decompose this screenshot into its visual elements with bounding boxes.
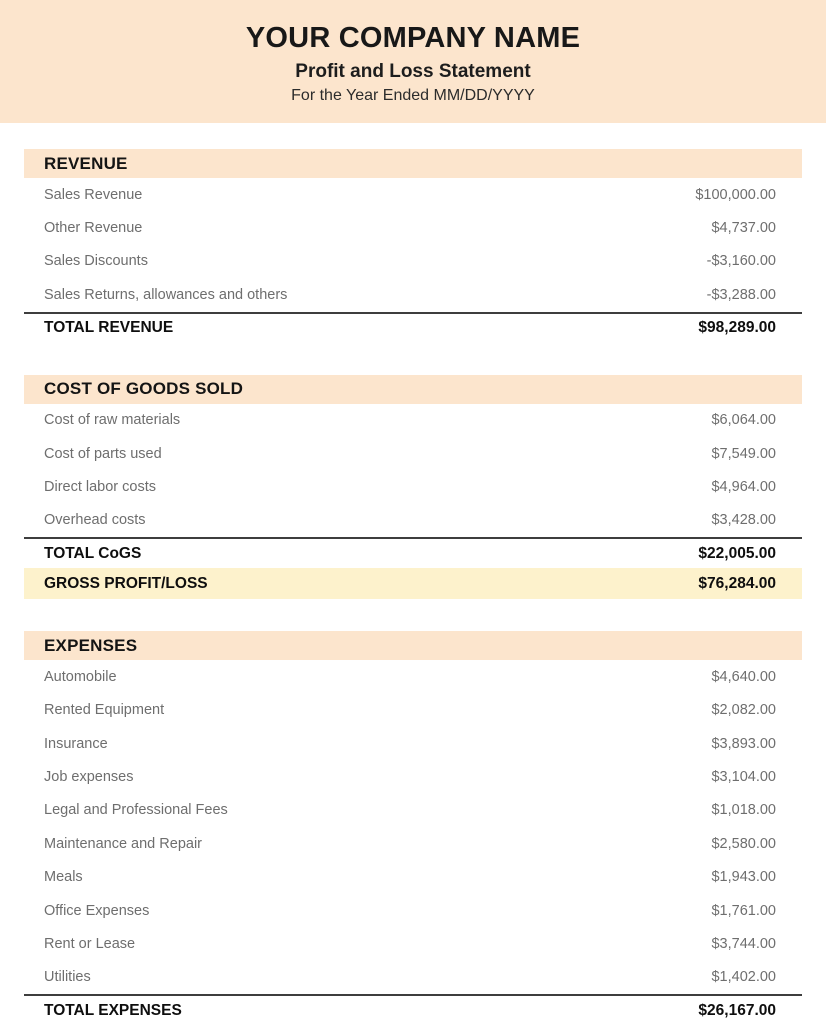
row-amount: $2,580.00 (711, 835, 776, 852)
table-row (24, 827, 802, 860)
statement-section (24, 375, 802, 600)
table-row (24, 245, 802, 278)
total-amount: $76,284.00 (698, 574, 776, 592)
total-amount: $26,167.00 (698, 1001, 776, 1019)
section-rows (24, 404, 802, 600)
row-label: Sales Returns, allowances and others (44, 286, 288, 303)
statement-period: For the Year Ended MM/DD/YYYY (291, 87, 535, 104)
row-amount: $100,000.00 (695, 186, 776, 203)
row-amount: $2,082.00 (711, 702, 776, 719)
statement-body (24, 149, 802, 1025)
row-label: Maintenance and Repair (44, 835, 202, 852)
total-label: TOTAL EXPENSES (44, 1001, 182, 1019)
page-header (0, 0, 826, 123)
table-row (24, 437, 802, 470)
total-row (24, 312, 802, 343)
row-amount: $3,428.00 (711, 512, 776, 529)
table-row (24, 760, 802, 793)
row-amount: $7,549.00 (711, 445, 776, 462)
row-label: Utilities (44, 969, 91, 986)
total-row (24, 568, 802, 599)
row-amount: $3,893.00 (711, 735, 776, 752)
table-row (24, 927, 802, 960)
total-row (24, 994, 802, 1025)
row-label: Rent or Lease (44, 935, 136, 952)
row-label: Cost of parts used (44, 445, 162, 462)
table-row (24, 694, 802, 727)
table-row (24, 727, 802, 760)
row-label: Rented Equipment (44, 702, 165, 719)
row-label: Automobile (44, 668, 117, 685)
statement-section (24, 149, 802, 343)
section-header (24, 149, 802, 178)
table-row (24, 961, 802, 994)
section-header (24, 631, 802, 660)
table-row (24, 504, 802, 537)
section-title: EXPENSES (44, 635, 138, 655)
table-row (24, 660, 802, 693)
row-label: Overhead costs (44, 512, 146, 529)
row-label: Office Expenses (44, 902, 150, 919)
total-label: TOTAL REVENUE (44, 319, 174, 337)
table-row (24, 178, 802, 211)
table-row (24, 794, 802, 827)
row-label: Insurance (44, 735, 108, 752)
row-amount: $4,640.00 (711, 668, 776, 685)
section-header (24, 375, 802, 404)
row-amount: $4,964.00 (711, 479, 776, 496)
table-row (24, 404, 802, 437)
row-label: Sales Revenue (44, 186, 143, 203)
table-row (24, 278, 802, 311)
section-rows (24, 660, 802, 1025)
row-amount: -$3,160.00 (706, 253, 776, 270)
section-title: COST OF GOODS SOLD (44, 379, 244, 399)
statement-section (24, 631, 802, 1025)
row-label: Meals (44, 869, 83, 886)
total-label: TOTAL CoGS (44, 544, 142, 562)
row-label: Legal and Professional Fees (44, 802, 228, 819)
row-amount: $3,104.00 (711, 768, 776, 785)
row-amount: $4,737.00 (711, 220, 776, 237)
row-amount: $3,744.00 (711, 935, 776, 952)
row-label: Job expenses (44, 768, 134, 785)
statement-title: Profit and Loss Statement (295, 61, 531, 82)
row-amount: -$3,288.00 (706, 286, 776, 303)
section-title: REVENUE (44, 153, 128, 173)
row-label: Direct labor costs (44, 479, 157, 496)
row-amount: $1,943.00 (711, 869, 776, 886)
table-row (24, 894, 802, 927)
total-row (24, 537, 802, 568)
table-row (24, 211, 802, 244)
row-label: Cost of raw materials (44, 412, 181, 429)
row-amount: $1,018.00 (711, 802, 776, 819)
row-amount: $1,402.00 (711, 969, 776, 986)
table-row (24, 470, 802, 503)
row-amount: $6,064.00 (711, 412, 776, 429)
company-name: YOUR COMPANY NAME (245, 22, 581, 54)
section-rows (24, 178, 802, 343)
row-label: Other Revenue (44, 220, 143, 237)
row-amount: $1,761.00 (711, 902, 776, 919)
total-amount: $98,289.00 (698, 319, 776, 337)
total-amount: $22,005.00 (698, 544, 776, 562)
table-row (24, 860, 802, 893)
row-label: Sales Discounts (44, 253, 148, 270)
total-label: GROSS PROFIT/LOSS (44, 574, 208, 592)
